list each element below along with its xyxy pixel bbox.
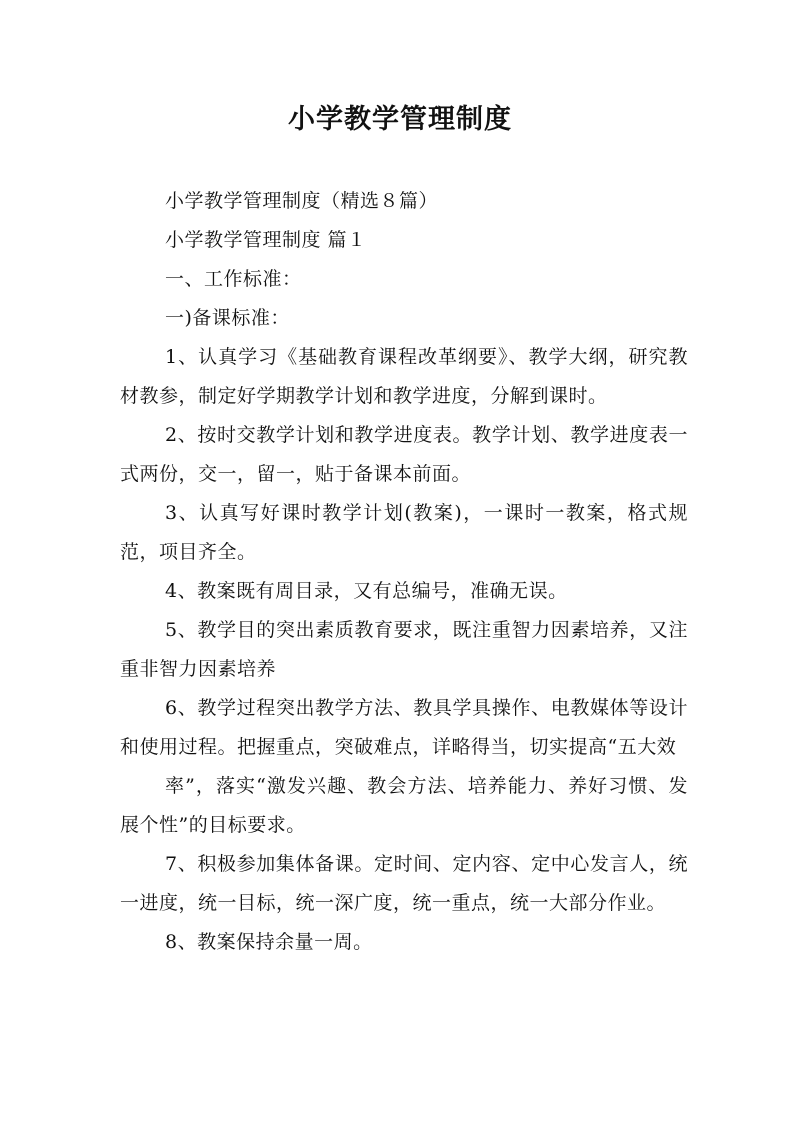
paragraph-item-8: 8、教案保持余量一周。: [165, 931, 373, 953]
paragraph-item-6-continued: 率”，落实“激发兴趣、教会方法、培养能力、养好习惯、发展个性”的目标要求。: [120, 775, 688, 836]
document-title: 小学教学管理制度: [288, 104, 512, 135]
paragraph-item-3: 3、认真写好课时教学计划(教案)，一课时一教案，格式规范，项目齐全。: [120, 502, 688, 563]
paragraph-item-6: 6、教学过程突出教学方法、教具学具操作、电教媒体等设计和使用过程。把握重点，突破难点，详略得当，切实提高“五大效: [120, 697, 688, 758]
document-body: [120, 182, 688, 962]
paragraph-subtitle: 小学教学管理制度（精选８篇）: [165, 190, 439, 212]
paragraph-heading-lesson-prep: 一)备课标准：: [165, 307, 290, 329]
paragraph-item-5: 5、教学目的突出素质教育要求，既注重智力因素培养，又注重非智力因素培养: [120, 619, 688, 680]
paragraph-item-1: 1、认真学习《基础教育课程改革纲要》、教学大纲，研究教材教参，制定好学期教学计划和教学进度，分解到课时。: [120, 346, 688, 407]
paragraph-item-4: 4、教案既有周目录，又有总编号，准确无误。: [165, 580, 568, 602]
paragraph-item-7: 7、积极参加集体备课。定时间、定内容、定中心发言人，统一进度，统一目标，统一深广度，统一重点，统一大部分作业。: [120, 853, 688, 914]
paragraph-section-heading: 小学教学管理制度 篇１: [165, 229, 367, 251]
paragraph-heading-work-standard: 一、工作标准：: [165, 268, 302, 290]
paragraph-item-2: 2、按时交教学计划和教学进度表。教学计划、教学进度表一式两份，交一，留一，贴于备课本前面。: [120, 424, 688, 485]
